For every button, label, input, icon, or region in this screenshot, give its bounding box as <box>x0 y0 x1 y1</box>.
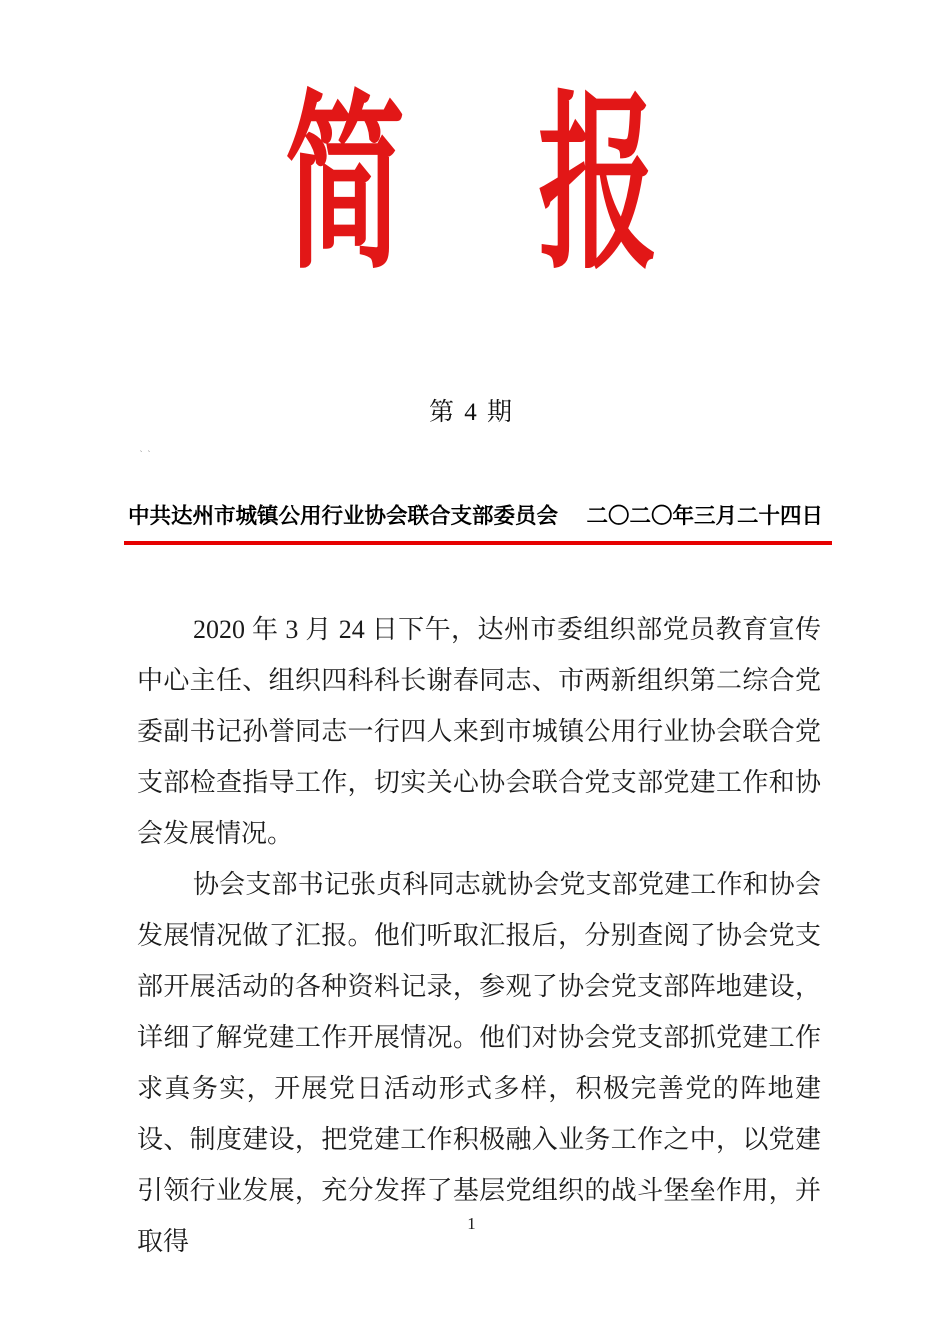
bulletin-title <box>0 82 943 292</box>
issue-number: 第 4 期 <box>428 399 514 426</box>
bulletin-title-char-2: 报 <box>537 82 658 292</box>
page-number: 1 <box>467 1214 476 1233</box>
scan-artifact-mark: `` <box>139 450 155 459</box>
bulletin-title-char-1: 简 <box>285 82 406 292</box>
issuer-line <box>128 499 823 530</box>
issuer-organization: 中共达州市城镇公用行业协会联合支部委员会 <box>128 504 559 528</box>
document-body <box>137 604 821 1267</box>
paragraph-1: 2020 年 3 月 24 日下午，达州市委组织部党员教育宣传中心主任、组织四科科长谢春同志、市两新组织第二综合党委副书记孙誉同志一行四人来到市城镇公用行业协会联合党支部检查指导工作，切实关心协会联合党支部党建工作和协会发展情况。 <box>137 615 821 848</box>
red-divider-rule <box>124 541 832 545</box>
issue-date: 二〇二〇年三月二十四日 <box>586 504 823 528</box>
paragraph-2: 协会支部书记张贞科同志就协会党支部党建工作和协会发展情况做了汇报。他们听取汇报后，分别查阅了协会党支部开展活动的各种资料记录，参观了协会党支部阵地建设，详细了解党建工作开展情况。他们对协会党支部抓党建工作求真务实，开展党日活动形式多样，积极完善党的阵地建设、制度建设，把党建工作积极融入业务工作之中，以党建引领行业发展，充分发挥了基层党组织的战斗堡垒作用，并取得 <box>137 870 821 1256</box>
